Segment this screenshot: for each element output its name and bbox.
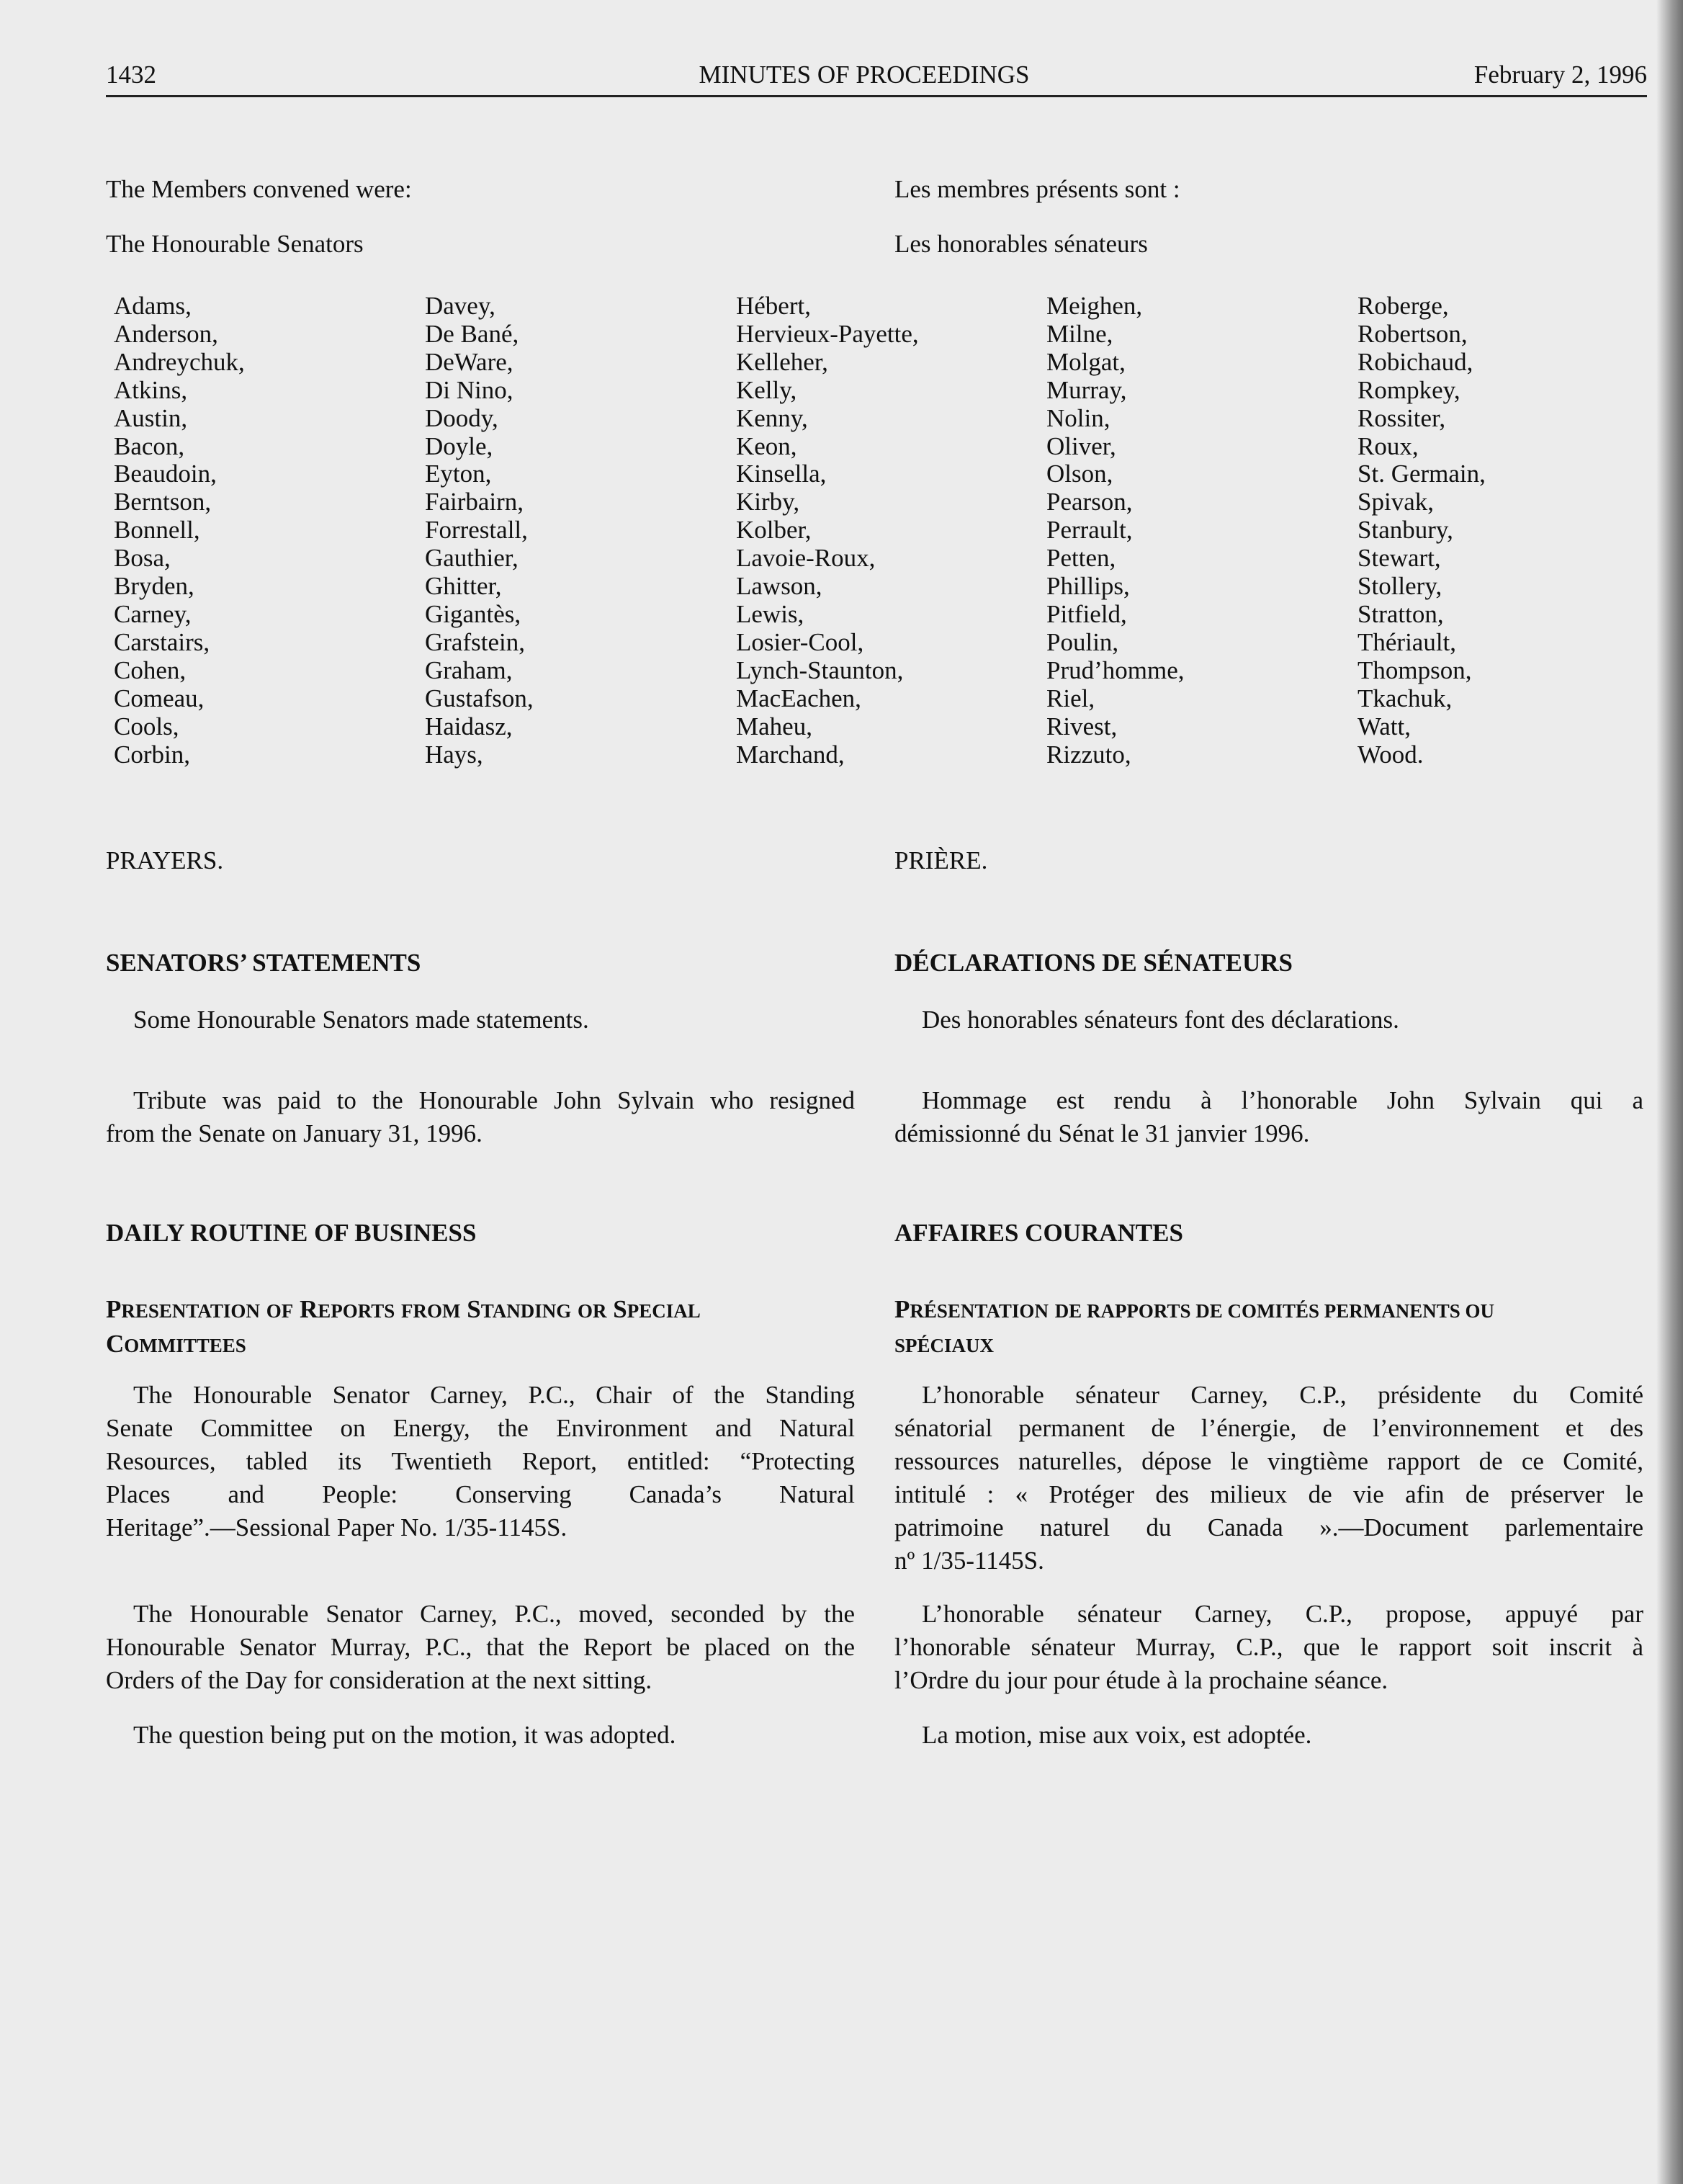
report-line: L’honorable sénateur Carney, C.P., présidente du Comité: [922, 1381, 1643, 1409]
page-edge-shadow: [1656, 0, 1683, 2184]
senator-column-3: [736, 292, 919, 769]
page-date: February 2, 1996: [1473, 61, 1647, 89]
senator-name: Adams,: [114, 292, 192, 320]
report-line: The Honourable Senator Carney, P.C., Chair of the Standing: [133, 1381, 855, 1409]
report-line: Resources, tabled its Twentieth Report, entitled: “Protecting: [106, 1447, 855, 1475]
header-rule: [106, 95, 1647, 97]
tribute-line: démissionné du Sénat le 31 janvier 1996.: [894, 1119, 1310, 1147]
senator-column-2: [425, 292, 534, 769]
page-number: 1432: [106, 61, 156, 89]
senator-name: De Bané,: [425, 319, 519, 348]
senator-name: Meighen,: [1046, 292, 1143, 320]
senator-name: Thériault,: [1357, 627, 1457, 656]
senator-name: Murray,: [1046, 375, 1127, 404]
page-title: MINUTES OF PROCEEDINGS: [699, 61, 1030, 89]
senator-name: Marchand,: [736, 740, 845, 769]
reports-heading-fr: PRÉSENTATION DE RAPPORTS DE COMITÉS PERMANENTS OU SPÉCIAUX: [894, 1295, 1495, 1356]
senator-name: Gustafson,: [425, 684, 534, 712]
senator-name: Kirby,: [736, 488, 800, 516]
senator-name: Keon,: [736, 431, 797, 460]
senator-name: Carney,: [114, 599, 192, 628]
report-line: nº 1/35-1145S.: [894, 1547, 1044, 1575]
senator-name: Carstairs,: [114, 627, 210, 656]
senator-name: Andreychuk,: [114, 347, 245, 376]
senator-name: Haidasz,: [425, 712, 513, 740]
adopted-en: The question being put on the motion, it was adopted.: [133, 1721, 676, 1749]
senator-name: Petten,: [1046, 544, 1116, 573]
senator-name: Stewart,: [1357, 544, 1441, 573]
senator-name: Hays,: [425, 740, 483, 769]
tribute-line: from the Senate on January 31, 1996.: [106, 1119, 483, 1147]
routine-heading-fr: AFFAIRES COURANTES: [894, 1219, 1183, 1247]
senators-label-en: The Honourable Senators: [106, 230, 364, 258]
senator-name: Kolber,: [736, 516, 812, 545]
senator-name: Rivest,: [1046, 712, 1118, 740]
senator-name: Roberge,: [1357, 292, 1449, 320]
senator-name: Cohen,: [114, 655, 187, 684]
senator-name: Stollery,: [1357, 572, 1442, 601]
senator-name: Pitfield,: [1046, 599, 1127, 628]
senator-name: MacEachen,: [736, 684, 861, 712]
senator-name: Doody,: [425, 403, 498, 432]
senator-name: Riel,: [1046, 684, 1095, 712]
motion-line: l’honorable sénateur Murray, C.P., que le rapport soit inscrit à: [894, 1633, 1643, 1661]
senator-column-5: [1357, 292, 1486, 769]
statements-text-fr: Des honorables sénateurs font des déclarations.: [922, 1006, 1399, 1034]
reports-heading-en: PRESENTATION OF REPORTS FROM STANDING OR SPECIAL COMMITTEES: [106, 1295, 701, 1358]
senators-label-fr: Les honorables sénateurs: [894, 230, 1148, 258]
senator-name: Kelly,: [736, 375, 797, 404]
senator-name: Kenny,: [736, 403, 808, 432]
senator-name: Spivak,: [1357, 488, 1434, 516]
senator-name: Eyton,: [425, 460, 492, 488]
senator-name: Poulin,: [1046, 627, 1119, 656]
senator-name: Austin,: [114, 403, 188, 432]
senator-name: Lawson,: [736, 572, 822, 601]
report-line: Heritage”.—Sessional Paper No. 1/35-1145S.: [106, 1513, 567, 1541]
prayers-en: PRAYERS.: [106, 846, 224, 874]
senator-name: Di Nino,: [425, 375, 513, 404]
senator-name: Wood.: [1357, 740, 1424, 769]
tribute-paragraph-en: [106, 1084, 855, 1150]
senator-name: Stratton,: [1357, 599, 1444, 628]
senator-name: Davey,: [425, 292, 495, 320]
statements-heading-fr: DÉCLARATIONS DE SÉNATEURS: [894, 949, 1293, 977]
senator-name: Rompkey,: [1357, 375, 1460, 404]
senator-name: Robertson,: [1357, 319, 1468, 348]
senator-name: Lewis,: [736, 599, 804, 628]
senator-name: Kelleher,: [736, 347, 828, 376]
senator-name: Milne,: [1046, 319, 1113, 348]
senator-name: Nolin,: [1046, 403, 1110, 432]
senator-name: Olson,: [1046, 460, 1113, 488]
senator-name: Hervieux-Payette,: [736, 319, 919, 348]
senator-name: Bonnell,: [114, 516, 200, 545]
senator-name: Cools,: [114, 712, 179, 740]
report-line: intitulé : « Protéger des milieux de vie afin de préserver le: [894, 1480, 1643, 1508]
members-intro-en: The Members convened were:: [106, 175, 412, 203]
senator-name: Perrault,: [1046, 516, 1133, 545]
senator-name: Molgat,: [1046, 347, 1126, 376]
motion-paragraph-fr: [894, 1598, 1643, 1697]
prayers-fr: PRIÈRE.: [894, 846, 988, 874]
senator-name: Ghitter,: [425, 572, 502, 601]
senator-name: Rizzuto,: [1046, 740, 1131, 769]
senator-name: Bryden,: [114, 572, 194, 601]
statements-heading-en: SENATORS’ STATEMENTS: [106, 949, 421, 977]
senator-name: Robichaud,: [1357, 347, 1473, 376]
senator-name: Tkachuk,: [1357, 684, 1453, 712]
senator-name: Watt,: [1357, 712, 1411, 740]
senator-name: DeWare,: [425, 347, 513, 376]
report-line: Senate Committee on Energy, the Environment and Natural: [106, 1414, 855, 1442]
senator-name: Gigantès,: [425, 599, 521, 628]
motion-line: The Honourable Senator Carney, P.C., moved, seconded by the: [133, 1600, 855, 1628]
senator-name: Bacon,: [114, 431, 185, 460]
tribute-line: Tribute was paid to the Honourable John Sylvain who resigned: [133, 1086, 855, 1114]
tribute-line: Hommage est rendu à l’honorable John Sylvain qui a: [922, 1086, 1643, 1114]
senator-name: Grafstein,: [425, 627, 525, 656]
senator-name: Losier-Cool,: [736, 627, 864, 656]
routine-heading-en: DAILY ROUTINE OF BUSINESS: [106, 1219, 477, 1247]
senator-name: Bosa,: [114, 544, 171, 573]
senator-name: Gauthier,: [425, 544, 519, 573]
members-intro-fr: Les membres présents sont :: [894, 175, 1180, 203]
senator-name: Anderson,: [114, 319, 218, 348]
senator-name: Hébert,: [736, 292, 811, 320]
senator-name: Corbin,: [114, 740, 190, 769]
motion-line: Orders of the Day for consideration at the next sitting.: [106, 1666, 652, 1694]
report-line: patrimoine naturel du Canada ».—Document parlementaire: [894, 1513, 1643, 1541]
report-line: ressources naturelles, dépose le vingtième rapport de ce Comité,: [894, 1447, 1643, 1475]
senator-name: Forrestall,: [425, 516, 528, 545]
report-line: sénatorial permanent de l’énergie, de l’environnement et des: [894, 1414, 1643, 1442]
senator-column-1: [114, 292, 245, 769]
senator-name: Oliver,: [1046, 431, 1116, 460]
statements-text-en: Some Honourable Senators made statements.: [133, 1006, 589, 1034]
senator-name: Kinsella,: [736, 460, 827, 488]
senator-name: Lavoie-Roux,: [736, 544, 876, 573]
senator-name: Berntson,: [114, 488, 212, 516]
report-paragraph-en: [106, 1379, 855, 1544]
motion-paragraph-en: [106, 1598, 855, 1697]
senator-name: Thompson,: [1357, 655, 1472, 684]
senator-name: Pearson,: [1046, 488, 1133, 516]
senator-name: Rossiter,: [1357, 403, 1446, 432]
senator-name: Comeau,: [114, 684, 205, 712]
senator-name: Doyle,: [425, 431, 493, 460]
senator-name: Phillips,: [1046, 572, 1130, 601]
adopted-fr: La motion, mise aux voix, est adoptée.: [922, 1721, 1312, 1749]
report-line: Places and People: Conserving Canada’s Natural: [106, 1480, 855, 1508]
tribute-paragraph-fr: [894, 1084, 1643, 1150]
senator-name: St. Germain,: [1357, 460, 1486, 488]
senator-name: Atkins,: [114, 375, 188, 404]
senator-name: Prud’homme,: [1046, 655, 1185, 684]
senator-name: Lynch-Staunton,: [736, 655, 904, 684]
senator-name: Maheu,: [736, 712, 812, 740]
senator-name: Fairbairn,: [425, 488, 524, 516]
motion-line: L’honorable sénateur Carney, C.P., propose, appuyé par: [922, 1600, 1643, 1628]
senator-column-4: [1046, 292, 1185, 769]
senator-name: Roux,: [1357, 431, 1419, 460]
senator-name: Graham,: [425, 655, 513, 684]
senator-name: Stanbury,: [1357, 516, 1453, 545]
motion-line: Honourable Senator Murray, P.C., that the Report be placed on the: [106, 1633, 855, 1661]
report-paragraph-fr: [894, 1379, 1643, 1577]
senator-name: Beaudoin,: [114, 460, 217, 488]
motion-line: l’Ordre du jour pour étude à la prochaine séance.: [894, 1666, 1388, 1694]
